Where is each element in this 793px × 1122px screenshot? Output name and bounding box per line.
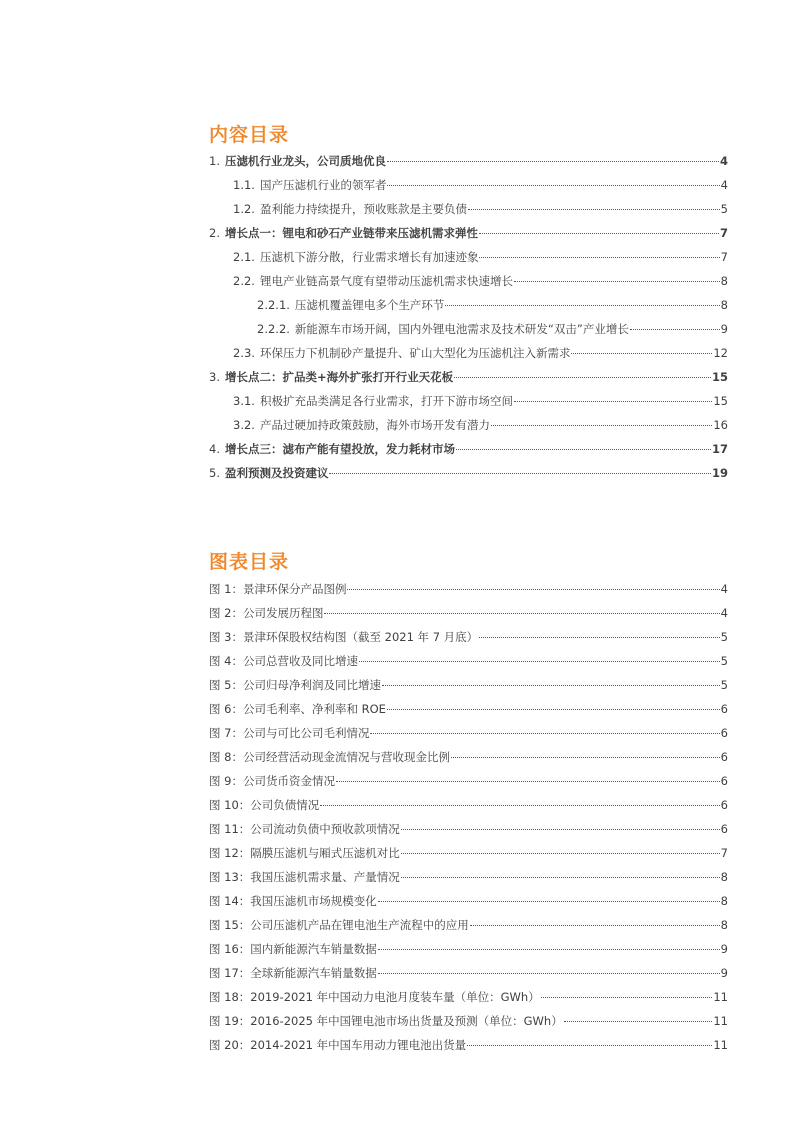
figure-entry[interactable] <box>209 844 728 868</box>
figure-entry-text: 图 4：公司总营收及同比增速 <box>209 654 358 668</box>
figure-entry-text: 图 3：景津环保股权结构图（截至 2021 年 7 月底） <box>209 630 479 644</box>
dot-leader <box>378 901 720 902</box>
toc-entry-number: 2.1. <box>233 250 255 264</box>
toc-entry-page: 8 <box>720 298 728 312</box>
dot-leader <box>491 425 712 426</box>
figure-entry-text: 图 13：我国压滤机需求量、产量情况 <box>209 870 400 884</box>
dot-leader <box>479 257 719 258</box>
toc-entry[interactable] <box>209 320 728 344</box>
toc-entry-page: 15 <box>711 370 728 384</box>
toc-entry-page: 4 <box>719 154 728 168</box>
figure-entry-page: 4 <box>720 582 728 596</box>
figure-entry-page: 6 <box>720 822 728 836</box>
toc-entry-number: 3.2. <box>233 418 255 432</box>
toc-entry-number: 3. <box>209 370 220 384</box>
figure-entry-page: 6 <box>720 798 728 812</box>
toc-entry[interactable] <box>209 248 728 272</box>
toc-entry[interactable] <box>209 392 728 416</box>
toc-entry[interactable] <box>209 152 728 176</box>
toc-entry-text: 锂电产业链高景气度有望带动压滤机需求快速增长 <box>259 274 513 288</box>
figure-entry-text: 图 15：公司压滤机产品在锂电池生产流程中的应用 <box>209 918 469 932</box>
toc-entry[interactable] <box>209 344 728 368</box>
toc-entry-text: 产品过硬加持政策鼓励，海外市场开发有潜力 <box>259 418 490 432</box>
toc-entry-text: 压滤机覆盖锂电多个生产环节 <box>294 298 445 312</box>
figure-entry-page: 11 <box>713 1038 728 1052</box>
toc-entry-text: 盈利预测及投资建议 <box>224 466 329 480</box>
toc-entry-text: 增长点一：锂电和砂石产业链带来压滤机需求弹性 <box>224 226 478 240</box>
toc-entry-label <box>209 440 455 458</box>
toc-entry[interactable] <box>209 272 728 296</box>
dot-leader <box>359 661 720 662</box>
figure-entry-page: 6 <box>720 774 728 788</box>
figure-entry[interactable] <box>209 916 728 940</box>
figure-list <box>209 580 728 1060</box>
figure-entry-text: 图 14：我国压滤机市场规模变化 <box>209 894 377 908</box>
toc-entry-number: 2.2.2. <box>257 322 290 336</box>
toc-entry-number: 2.2. <box>233 274 255 288</box>
toc-entry-page: 4 <box>720 178 728 192</box>
toc-entry-page: 8 <box>720 274 728 288</box>
toc-entry-label <box>209 224 478 242</box>
dot-leader <box>347 589 719 590</box>
figure-entry[interactable] <box>209 724 728 748</box>
figure-entry-text: 图 6：公司毛利率、净利率和 ROE <box>209 702 386 716</box>
dot-leader <box>479 637 719 638</box>
toc-entry-page: 15 <box>713 394 728 408</box>
dot-leader <box>468 209 720 210</box>
toc-entry-label <box>233 416 490 434</box>
toc-entry-text: 压滤机行业龙头，公司质地优良 <box>224 154 386 168</box>
toc-entry-text: 环保压力下机制砂产量提升、矿山大型化为压滤机注入新需求 <box>259 346 571 360</box>
figure-entry-text: 图 7：公司与可比公司毛利情况 <box>209 726 370 740</box>
figure-entry-page: 5 <box>720 654 728 668</box>
toc-entry-page: 7 <box>720 250 728 264</box>
toc-entry-number: 5. <box>209 466 220 480</box>
toc-entry-number: 3.1. <box>233 394 255 408</box>
figure-entry-text: 图 12：隔膜压滤机与厢式压滤机对比 <box>209 846 400 860</box>
toc-list <box>209 152 728 488</box>
figure-entry[interactable] <box>209 820 728 844</box>
dot-leader <box>329 473 711 474</box>
toc-entry[interactable] <box>209 464 728 488</box>
figure-entry-page: 6 <box>720 702 728 716</box>
dot-leader <box>382 685 720 686</box>
toc-entry-number: 1.1. <box>233 178 255 192</box>
toc-entry-number: 4. <box>209 442 220 456</box>
dot-leader <box>454 377 711 378</box>
toc-entry-label <box>257 320 629 338</box>
figure-entry[interactable] <box>209 964 728 988</box>
figure-entry-text: 图 1：景津环保分产品图例 <box>209 582 347 596</box>
toc-entry-label <box>209 464 328 482</box>
toc-entry-text: 新能源车市场开阔，国内外锂电池需求及技术研发“双击”产业增长 <box>294 322 629 336</box>
figure-entry-page: 11 <box>713 1014 728 1028</box>
dot-leader <box>401 829 720 830</box>
dot-leader <box>324 613 719 614</box>
dot-leader <box>456 449 711 450</box>
dot-leader <box>451 757 720 758</box>
toc-entry-text: 盈利能力持续提升，预收账款是主要负债 <box>259 202 467 216</box>
dot-leader <box>630 329 720 330</box>
dot-leader <box>401 877 720 878</box>
figure-entry[interactable] <box>209 676 728 700</box>
figure-entry[interactable] <box>209 580 728 604</box>
toc-entry-number: 2.2.1. <box>257 298 290 312</box>
toc-entry-label <box>209 152 386 170</box>
figure-entry-page: 9 <box>720 942 728 956</box>
figure-entry-page: 5 <box>720 678 728 692</box>
dot-leader <box>387 709 720 710</box>
figure-entry[interactable] <box>209 796 728 820</box>
figure-entry-text: 图 19：2016-2025 年中国锂电池市场出货量及预测（单位：GWh） <box>209 1014 563 1028</box>
figure-entry[interactable] <box>209 700 728 724</box>
toc-entry-number: 1.2. <box>233 202 255 216</box>
figure-entry[interactable] <box>209 748 728 772</box>
dot-leader <box>336 781 720 782</box>
figure-entry-page: 9 <box>720 966 728 980</box>
dot-leader <box>387 161 719 162</box>
figure-entry[interactable] <box>209 772 728 796</box>
toc-entry-text: 国产压滤机行业的领军者 <box>259 178 387 192</box>
toc-entry[interactable] <box>209 296 728 320</box>
dot-leader <box>467 1045 712 1046</box>
toc-entry-number: 2. <box>209 226 220 240</box>
figure-entry-text: 图 16：国内新能源汽车销量数据 <box>209 942 377 956</box>
dot-leader <box>571 353 712 354</box>
figure-entry-page: 11 <box>713 990 728 1004</box>
figure-entry-page: 8 <box>720 870 728 884</box>
toc-entry-number: 1. <box>209 154 220 168</box>
figure-entry-page: 5 <box>720 630 728 644</box>
toc-title: 内容目录 <box>209 124 290 146</box>
toc-entry[interactable] <box>209 224 728 248</box>
toc-entry-text: 压滤机下游分散，行业需求增长有加速迹象 <box>259 250 479 264</box>
figure-entry[interactable] <box>209 892 728 916</box>
toc-entry-label <box>233 176 386 194</box>
figure-entry[interactable] <box>209 868 728 892</box>
toc-entry-label <box>233 200 467 218</box>
toc-entry-page: 19 <box>711 466 728 480</box>
toc-entry[interactable] <box>209 440 728 464</box>
toc-entry[interactable] <box>209 176 728 200</box>
figure-entry[interactable] <box>209 940 728 964</box>
figure-entry-page: 6 <box>720 750 728 764</box>
figure-entry[interactable] <box>209 988 728 1012</box>
figure-entry-text: 图 11：公司流动负债中预收款项情况 <box>209 822 400 836</box>
dot-leader <box>320 805 719 806</box>
toc-entry-label <box>233 392 513 410</box>
dot-leader <box>514 281 720 282</box>
toc-entry-page: 12 <box>713 346 728 360</box>
dot-leader <box>370 733 719 734</box>
figure-entry-text: 图 8：公司经营活动现金流情况与营收现金比例 <box>209 750 450 764</box>
toc-entry-text: 积极扩充品类满足各行业需求，打开下游市场空间 <box>259 394 513 408</box>
toc-entry-text: 增长点三：滤布产能有望投放，发力耗材市场 <box>224 442 455 456</box>
dot-leader <box>445 305 719 306</box>
figure-entry-text: 图 9：公司货币资金情况 <box>209 774 335 788</box>
toc-entry-label <box>257 296 444 314</box>
figure-entry[interactable] <box>209 628 728 652</box>
figure-entry-text: 图 2：公司发展历程图 <box>209 606 324 620</box>
toc-entry[interactable] <box>209 416 728 440</box>
figure-list-title: 图表目录 <box>209 551 290 573</box>
figure-entry-text: 图 5：公司归母净利润及同比增速 <box>209 678 381 692</box>
toc-entry-page: 5 <box>720 202 728 216</box>
dot-leader <box>378 949 720 950</box>
figure-entry[interactable] <box>209 1012 728 1036</box>
figure-entry-page: 6 <box>720 726 728 740</box>
dot-leader <box>470 925 720 926</box>
dot-leader <box>479 233 719 234</box>
toc-entry-page: 9 <box>720 322 728 336</box>
figure-entry-text: 图 10：公司负债情况 <box>209 798 320 812</box>
dot-leader <box>378 973 720 974</box>
toc-entry-page: 17 <box>711 442 728 456</box>
figure-entry-text: 图 20：2014-2021 年中国车用动力锂电池出货量 <box>209 1038 467 1052</box>
toc-entry-label <box>233 248 478 266</box>
toc-entry-page: 16 <box>713 418 728 432</box>
figure-entry[interactable] <box>209 604 728 628</box>
toc-entry[interactable] <box>209 368 728 392</box>
toc-entry-label <box>209 368 453 386</box>
figure-entry-page: 4 <box>720 606 728 620</box>
figure-entry-page: 8 <box>720 894 728 908</box>
figure-entry[interactable] <box>209 652 728 676</box>
dot-leader <box>564 1021 713 1022</box>
toc-entry-number: 2.3. <box>233 346 255 360</box>
toc-entry-page: 7 <box>719 226 728 240</box>
dot-leader <box>541 997 713 998</box>
dot-leader <box>387 185 719 186</box>
figure-entry-page: 8 <box>720 918 728 932</box>
figure-entry-text: 图 17：全球新能源汽车销量数据 <box>209 966 377 980</box>
dot-leader <box>514 401 712 402</box>
toc-entry-label <box>233 344 570 362</box>
toc-entry[interactable] <box>209 200 728 224</box>
toc-entry-label <box>233 272 513 290</box>
figure-entry-page: 7 <box>720 846 728 860</box>
dot-leader <box>401 853 720 854</box>
toc-entry-text: 增长点二：扩品类+海外扩张打开行业天花板 <box>224 370 454 384</box>
figure-entry-text: 图 18：2019-2021 年中国动力电池月度装车量（单位：GWh） <box>209 990 540 1004</box>
figure-entry[interactable] <box>209 1036 728 1060</box>
